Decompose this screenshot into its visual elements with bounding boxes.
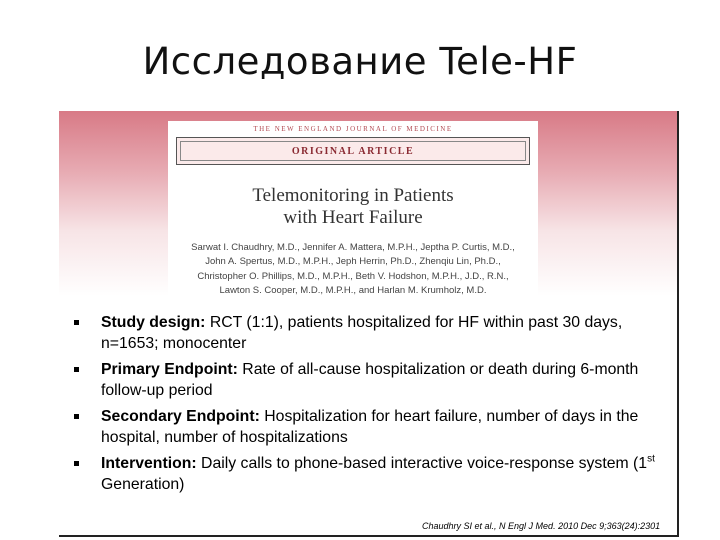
bullet-superscript: st [647, 453, 655, 465]
bullet-text: RCT (1:1), patients hospitalized for HF within past 30 days, n=1653; monocenter [101, 314, 623, 352]
bullet-label: Primary Endpoint: [101, 361, 238, 378]
article-authors [168, 241, 538, 299]
square-bullet-icon [74, 461, 79, 466]
author-line: Christopher O. Phillips, M.D., M.P.H., Beth V. Hodshon, M.P.H., J.D., R.N., [197, 270, 509, 282]
bullet-intervention [74, 453, 664, 495]
article-header-image [168, 121, 538, 299]
study-bullet-list [74, 312, 664, 500]
author-line: John A. Spertus, M.D., M.P.H., Jeph Herrin, Ph.D., Zhenqiu Lin, Ph.D., [205, 256, 501, 268]
journal-name: THE NEW ENGLAND JOURNAL OF MEDICINE [253, 125, 453, 133]
article-title-line-1: Telemonitoring in Patients [252, 185, 454, 206]
square-bullet-icon [74, 320, 79, 325]
article-type-box [176, 137, 530, 165]
article-type-label: ORIGINAL ARTICLE [180, 141, 526, 161]
bullet-text: Hospitalization for heart failure, number of days in the hospital, number of hospitalizations [101, 408, 639, 446]
author-line: Sarwat I. Chaudhry, M.D., Jennifer A. Mattera, M.P.H., Jeptha P. Curtis, M.D., [191, 242, 515, 253]
slide-title: Исследование Tele-HF [142, 40, 578, 83]
author-line: Lawton S. Cooper, M.D., M.P.H., and Harlan M. Krumholz, M.D. [219, 285, 487, 297]
article-title [168, 185, 538, 229]
bullet-label: Study design: [101, 314, 206, 331]
square-bullet-icon [74, 367, 79, 372]
bullet-label: Intervention: [101, 455, 197, 472]
citation: Chaudhry SI et al., N Engl J Med. 2010 Dec 9;363(24):2301 [422, 521, 661, 531]
bullet-study-design [74, 312, 664, 354]
article-title-line-2: with Heart Failure [283, 207, 423, 228]
bullet-primary-endpoint [74, 359, 664, 401]
bullet-text: Daily calls to phone-based interactive voice-response system (1 [196, 455, 648, 472]
bullet-label: Secondary Endpoint: [101, 408, 260, 425]
bullet-text-after: Generation) [101, 476, 185, 493]
bullet-text: Rate of all-cause hospitalization or death during 6-month follow-up period [101, 361, 639, 399]
bullet-secondary-endpoint [74, 406, 664, 448]
square-bullet-icon [74, 414, 79, 419]
